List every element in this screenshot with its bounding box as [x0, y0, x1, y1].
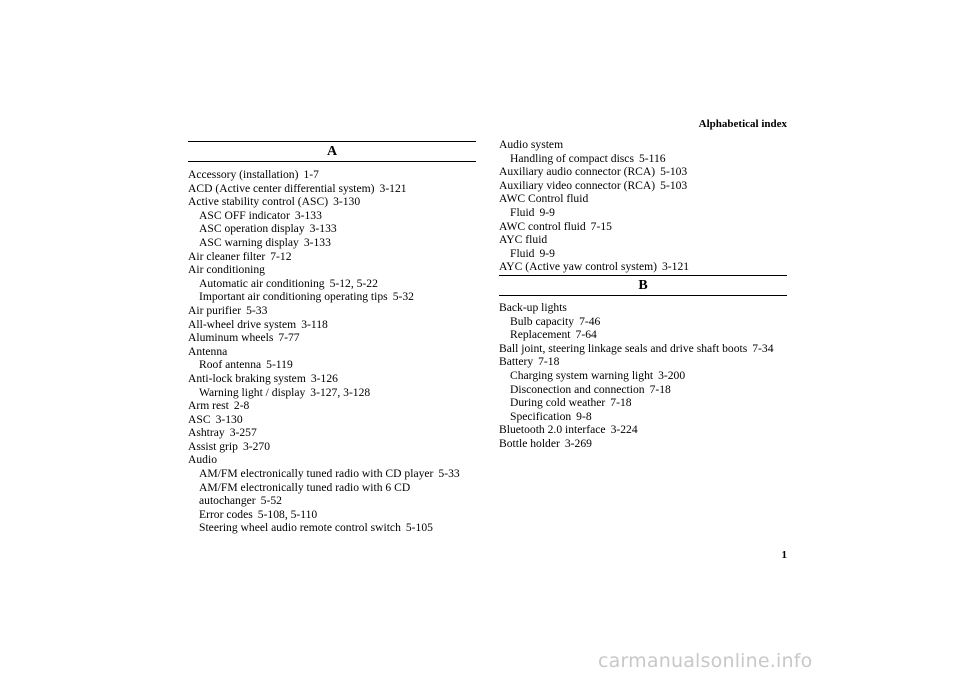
entry-page-ref: 5-52	[260, 494, 282, 508]
entry-term: Charging system warning light	[510, 368, 654, 382]
entry-term: Steering wheel audio remote control switch	[199, 521, 401, 535]
entry-page-ref: 2-8	[233, 399, 250, 413]
entry-term: Replacement	[510, 328, 571, 342]
index-subentry	[188, 236, 476, 250]
entry-term: Fluid	[510, 246, 535, 260]
index-subentry	[499, 152, 787, 166]
entry-page-ref: 3-133	[303, 235, 331, 249]
entry-page-ref: 1-7	[303, 168, 319, 181]
entry-term: During cold weather	[510, 396, 606, 410]
entry-page-ref: 3-224	[610, 423, 638, 437]
entry-page-ref: 5-33	[246, 303, 268, 317]
entry-term: Air cleaner filter	[188, 249, 266, 263]
entry-page-ref: 5-116	[638, 151, 666, 165]
index-subentry	[499, 396, 787, 410]
section-heading-b: B	[499, 275, 787, 296]
index-entry	[499, 192, 787, 206]
entry-term: Ashtray	[188, 426, 225, 440]
entry-term: Automatic air conditioning	[199, 276, 325, 290]
entry-term: Battery	[499, 355, 534, 369]
entry-term: Fluid	[510, 205, 535, 219]
entry-term: Audio system	[499, 138, 564, 151]
entry-page-ref: 3-257	[229, 426, 257, 440]
index-entry	[188, 318, 476, 332]
entry-term: Warning light / display	[199, 385, 306, 399]
entry-term: All-wheel drive system	[188, 317, 297, 331]
running-title: Alphabetical index	[698, 118, 787, 130]
entry-term: ASC operation display	[199, 222, 305, 236]
index-subentry	[188, 508, 476, 522]
index-subentry	[188, 290, 476, 304]
index-column-left	[188, 141, 476, 535]
entry-page-ref: 7-46	[579, 314, 601, 328]
index-subentry	[188, 467, 476, 481]
entry-page-ref: 7-18	[649, 382, 671, 396]
entry-term: AM/FM electronically tuned radio with 6 CD autochanger	[199, 480, 411, 508]
entry-page-ref: 7-12	[270, 249, 292, 263]
index-entry	[188, 413, 476, 427]
index-entry	[499, 165, 787, 179]
index-subentry	[188, 222, 476, 236]
index-entry	[499, 138, 787, 152]
index-entry	[188, 345, 476, 359]
entry-term: Back-up lights	[499, 300, 567, 314]
entry-page-ref: 3-121	[379, 181, 407, 195]
index-entry	[499, 301, 787, 315]
index-entry	[188, 168, 476, 182]
entry-term: Disconection and connection	[510, 382, 645, 396]
entry-term: ACD (Active center differential system)	[188, 181, 375, 195]
entry-term: Bottle holder	[499, 436, 560, 450]
entry-term: Error codes	[199, 507, 253, 521]
index-entry	[188, 440, 476, 454]
entry-page-ref: 3-133	[309, 222, 337, 236]
index-entry	[188, 250, 476, 264]
entry-term: AWC Control fluid	[499, 192, 589, 206]
index-entry	[188, 195, 476, 209]
entry-page-ref: 7-77	[278, 331, 300, 345]
entry-term: Audio	[188, 453, 217, 467]
entry-page-ref: 9-9	[539, 246, 555, 260]
index-subentry	[499, 383, 787, 397]
index-entry	[499, 220, 787, 234]
index-subentry	[188, 209, 476, 223]
entry-term: Active stability control (ASC)	[188, 195, 329, 209]
index-entry	[188, 426, 476, 440]
index-subentry	[499, 247, 787, 261]
entry-page-ref: 3-127, 3-128	[310, 385, 371, 399]
index-entry	[188, 182, 476, 196]
entry-term: Important air conditioning operating tips	[199, 290, 388, 304]
index-subentry	[499, 410, 787, 424]
entry-term: Auxiliary audio connector (RCA)	[499, 165, 656, 179]
entry-term: Assist grip	[188, 439, 238, 453]
entry-list-b	[499, 301, 787, 451]
entry-list-a	[188, 168, 476, 535]
entry-page-ref: 3-200	[658, 368, 686, 382]
index-entry	[499, 355, 787, 369]
entry-term: Arm rest	[188, 399, 229, 413]
entry-term: ASC	[188, 412, 211, 426]
entry-term: AWC control fluid	[499, 219, 586, 233]
index-subentry	[188, 481, 476, 508]
entry-page-ref: 5-103	[660, 165, 688, 179]
entry-term: Air conditioning	[188, 263, 265, 277]
index-subentry	[499, 315, 787, 329]
entry-term: ASC warning display	[199, 235, 299, 249]
entry-term: Aluminum wheels	[188, 331, 274, 345]
entry-term: AYC (Active yaw control system)	[499, 260, 657, 274]
entry-page-ref: 9-9	[539, 205, 555, 219]
entry-term: Roof antenna	[199, 358, 262, 372]
index-subentry	[188, 386, 476, 400]
entry-page-ref: 3-126	[310, 371, 338, 385]
index-column-right	[499, 138, 787, 450]
entry-page-ref: 5-32	[392, 290, 414, 304]
watermark-logo: carmanualsonline.info	[598, 650, 813, 672]
index-subentry	[499, 369, 787, 383]
index-subentry	[499, 206, 787, 220]
entry-term: Bluetooth 2.0 interface	[499, 423, 606, 437]
entry-term: Bulb capacity	[510, 314, 575, 328]
entry-term: AYC fluid	[499, 233, 548, 247]
entry-term: Auxiliary video connector (RCA)	[499, 178, 656, 192]
index-subentry	[188, 277, 476, 291]
entry-page-ref: 5-119	[266, 358, 293, 372]
entry-term: Anti-lock braking system	[188, 371, 306, 385]
index-entry	[499, 437, 787, 451]
entry-page-ref: 3-269	[564, 436, 592, 450]
entry-page-ref: 7-15	[590, 219, 612, 233]
entry-page-ref: 3-270	[242, 439, 270, 453]
entry-page-ref: 3-121	[662, 260, 690, 274]
entry-term: Ball joint, steering linkage seals and drive shaft boots	[499, 341, 748, 355]
index-entry	[499, 260, 787, 274]
index-subentry	[188, 358, 476, 372]
entry-page-ref: 5-103	[660, 178, 688, 192]
index-entry	[499, 179, 787, 193]
entry-page-ref: 5-12, 5-22	[329, 276, 378, 290]
section-heading-a: A	[188, 141, 476, 162]
entry-term: Specification	[510, 409, 572, 423]
entry-page-ref: 9-8	[576, 409, 592, 423]
entry-page-ref: 7-64	[575, 328, 597, 342]
entry-page-ref: 5-105	[405, 521, 433, 535]
entry-page-ref: 3-130	[215, 412, 243, 426]
entry-term: ASC OFF indicator	[199, 208, 290, 222]
entry-page-ref: 7-18	[538, 355, 560, 369]
index-entry	[499, 342, 787, 356]
entry-page-ref: 5-33	[438, 467, 460, 481]
entry-term: Accessory (installation)	[188, 168, 299, 181]
index-entry	[188, 372, 476, 386]
entry-page-ref: 3-133	[294, 208, 322, 222]
entry-page-ref: 7-18	[610, 396, 632, 410]
index-subentry	[188, 521, 476, 535]
index-entry	[188, 453, 476, 467]
index-subentry	[499, 328, 787, 342]
index-entry	[188, 331, 476, 345]
index-entry	[188, 304, 476, 318]
entry-page-ref: 5-108, 5-110	[257, 507, 318, 521]
entry-list-a-continued	[499, 138, 787, 274]
index-entry	[499, 423, 787, 437]
index-entry	[188, 399, 476, 413]
entry-term: Antenna	[188, 344, 228, 358]
index-entry	[499, 233, 787, 247]
page-number: 1	[781, 549, 787, 561]
entry-page-ref: 3-118	[301, 317, 328, 331]
entry-term: AM/FM electronically tuned radio with CD player	[199, 467, 434, 481]
entry-term: Handling of compact discs	[510, 151, 634, 165]
entry-term: Air purifier	[188, 303, 242, 317]
entry-page-ref: 7-34	[752, 341, 774, 355]
index-entry	[188, 263, 476, 277]
entry-page-ref: 3-130	[333, 195, 361, 209]
